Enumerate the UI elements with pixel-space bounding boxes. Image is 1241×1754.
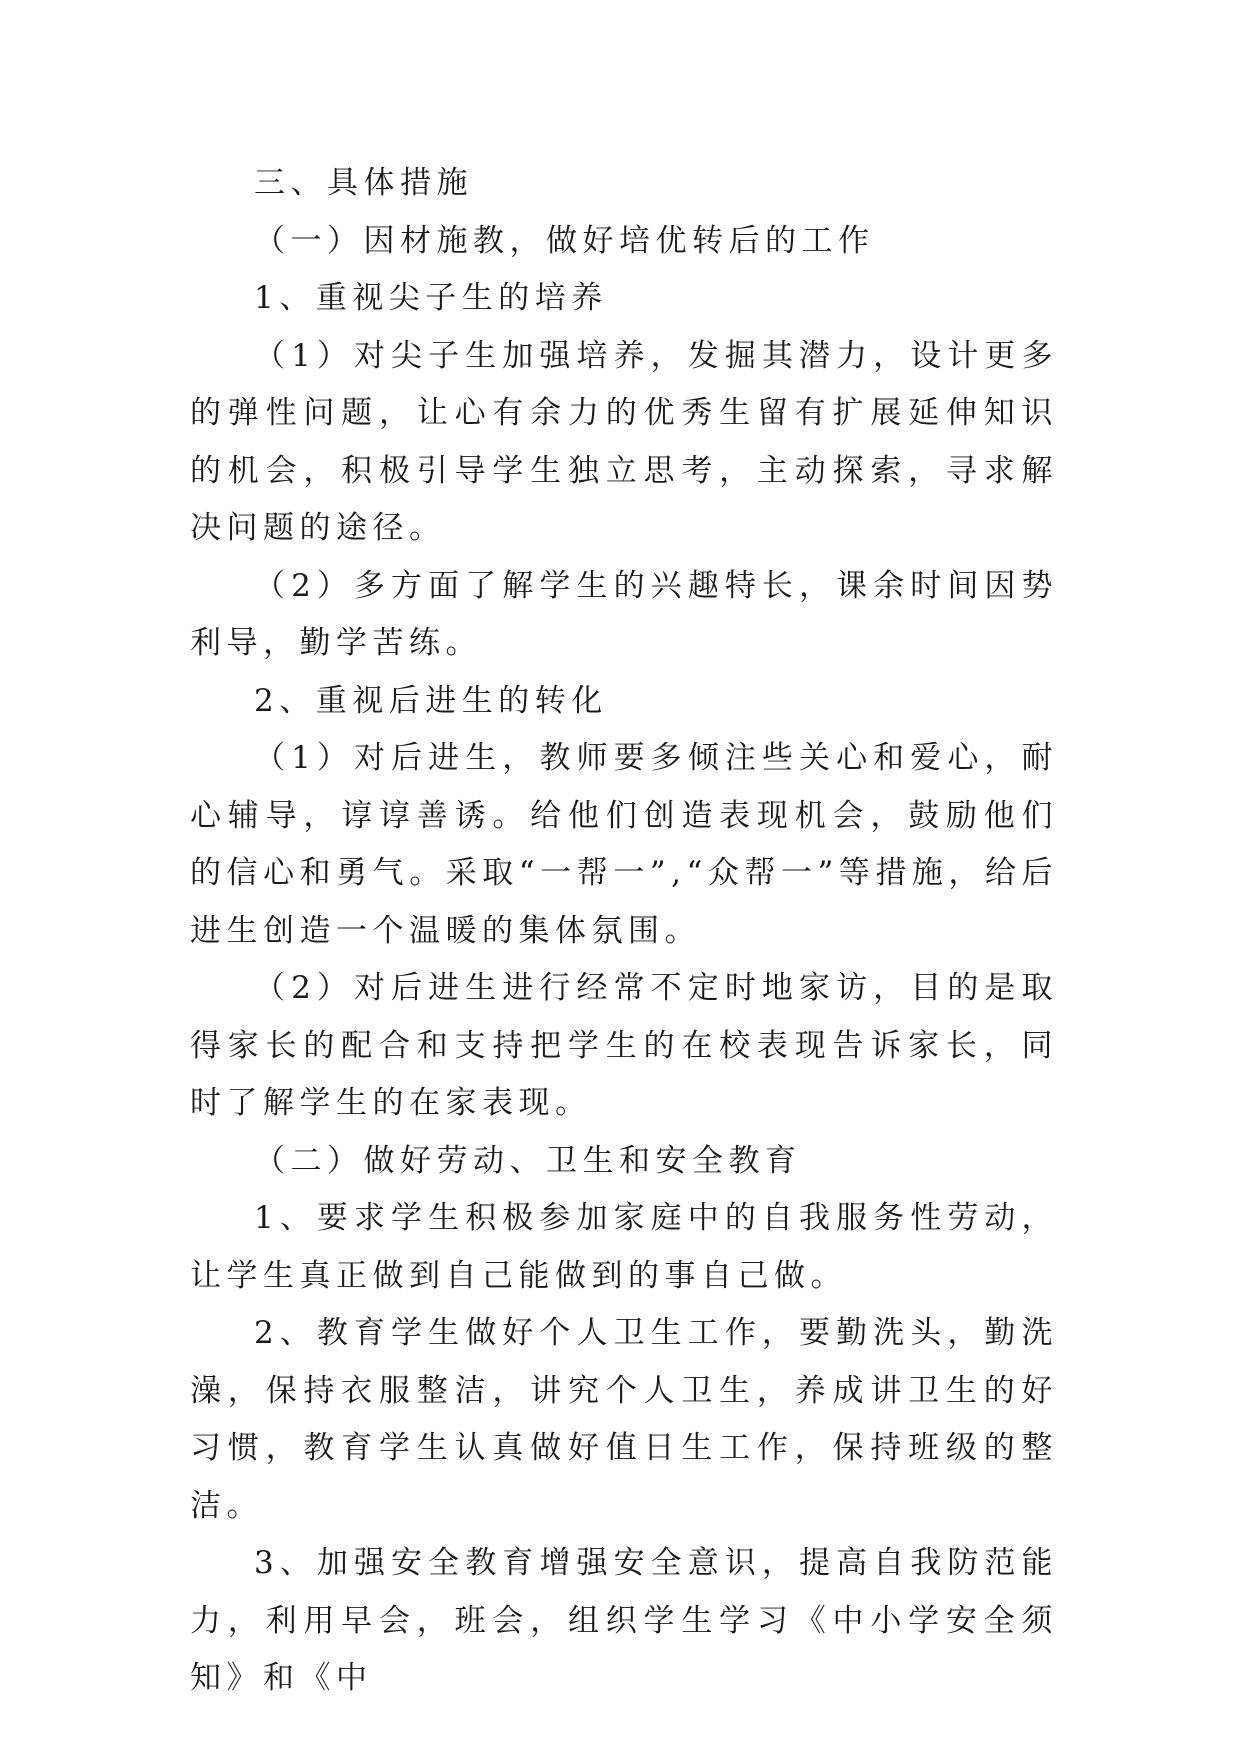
paragraph: （2）对后进生进行经常不定时地家访，目的是取得家长的配合和支持把学生的在校表现告诉家长，同时了解学生的在家表现。: [190, 970, 1058, 1121]
paragraph: 3、加强安全教育增强安全意识，提高自我防范能力，利用早会，班会，组织学生学习《中小学安全须知》和《中: [190, 1545, 1058, 1696]
subsection-heading: （二）做好劳动、卫生和安全教育: [254, 1142, 802, 1179]
item-heading: 1、重视尖子生的培养: [254, 280, 608, 316]
paragraph: （1）对后进生，教师要多倾注些关心和爱心，耐心辅导，谆谆善诱。给他们创造表现机会，鼓励他们的信心和勇气。采取“一帮一”,“众帮一”等措施，给后进生创造一个温暖的集体氛围。: [190, 740, 1058, 949]
paragraph: 1、要求学生积极参加家庭中的自我服务性劳动，让学生真正做到自己能做到的事自己做。: [190, 1200, 1058, 1294]
item-heading: 2、重视后进生的转化: [254, 682, 608, 719]
paragraph: （1）对尖子生加强培养，发掘其潜力，设计更多的弹性问题，让心有余力的优秀生留有扩展延伸知识的机会，积极引导学生独立思考，主动探索，寻求解决问题的途径。: [190, 337, 1058, 546]
paragraph: 2、教育学生做好个人卫生工作，要勤洗头，勤洗澡，保持衣服整洁，讲究个人卫生，养成讲卫生的好习惯，教育学生认真做好值日生工作，保持班级的整洁。: [190, 1315, 1058, 1524]
paragraph: （2）多方面了解学生的兴趣特长，课余时间因势利导，勤学苦练。: [190, 567, 1058, 661]
subsection-heading: （一）因材施教，做好培优转后的工作: [254, 222, 875, 259]
section-heading: 三、具体措施: [254, 165, 473, 201]
document-body: [190, 155, 1058, 1708]
